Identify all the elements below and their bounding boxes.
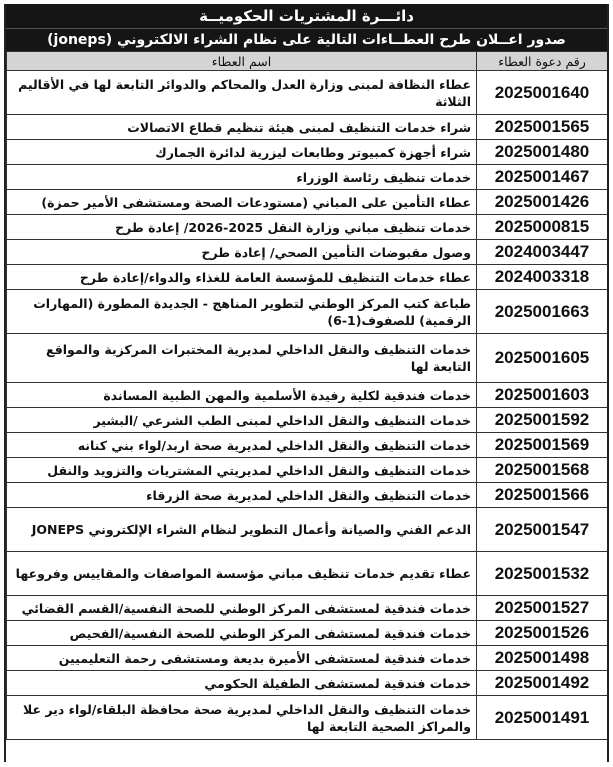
- tender-name: عطاء تقديم خدمات تنظيف مباني مؤسسة المواصفات والمقاييس وفروعها: [7, 552, 477, 596]
- table-row: [7, 671, 608, 696]
- tender-name: شراء أجهزة كمبيوتر وطابعات ليزرية لدائرة الجمارك: [7, 140, 477, 165]
- announcement-title: صدور اعــلان طرح العطــاءات التالية على نظام الشراء الالكتروني (joneps): [6, 28, 607, 51]
- table-row: [7, 621, 608, 646]
- tender-name: خدمات فندقية لمستشفى المركز الوطني للصحة النفسية/الفحيص: [7, 621, 477, 646]
- tender-number: 2025001640: [477, 71, 608, 115]
- tender-name: خدمات فندقية لمستشفى الطفيلة الحكومي: [7, 671, 477, 696]
- table-row: [7, 696, 608, 740]
- tender-number: 2025001526: [477, 621, 608, 646]
- table-row: [7, 408, 608, 433]
- table-row: [7, 334, 608, 383]
- tender-number: 2025001492: [477, 671, 608, 696]
- tender-number: 2025001547: [477, 508, 608, 552]
- table-row: [7, 646, 608, 671]
- tender-number: 2025001569: [477, 433, 608, 458]
- tender-name: خدمات التنظيف والنقل الداخلي لمبنى الطب الشرعي /البشير: [7, 408, 477, 433]
- tender-name: الدعم الفني والصيانة وأعمال التطوير لنظام الشراء الإلكتروني JONEPS: [7, 508, 477, 552]
- table-row: [7, 190, 608, 215]
- tender-number: 2024003318: [477, 265, 608, 290]
- tender-name: خدمات التنظيف والنقل الداخلي لمديرية صحة محافظة البلقاء/لواء دير علا والمراكز الصحية التابعة لها: [7, 696, 477, 740]
- tender-name: طباعة كتب المركز الوطني لتطوير المناهج - الجديدة المطورة (المهارات الرقمية) للصفوف(1-6): [7, 290, 477, 334]
- tender-number: 2025000815: [477, 215, 608, 240]
- page-bottom-edge: [0, 762, 613, 767]
- table-row: [7, 240, 608, 265]
- tender-name: خدمات فندقية لكلية رفيدة الأسلمية والمهن الطبية المساندة: [7, 383, 477, 408]
- tender-number: 2025001566: [477, 483, 608, 508]
- tender-name: خدمات التنظيف والنقل الداخلي لمديريتي المشتريات والتزويد والنقل: [7, 458, 477, 483]
- tender-number: 2025001663: [477, 290, 608, 334]
- department-title: دائـــرة المشتريات الحكوميــة: [6, 4, 607, 28]
- tender-number: 2025001565: [477, 115, 608, 140]
- table-row: [7, 596, 608, 621]
- column-header-number: رقم دعوة العطاء: [477, 52, 608, 71]
- tender-number: 2025001603: [477, 383, 608, 408]
- table-row: [7, 140, 608, 165]
- table-row: [7, 115, 608, 140]
- tender-number: 2025001480: [477, 140, 608, 165]
- tender-name: عطاء خدمات التنظيف للمؤسسة العامة للغذاء والدواء/إعادة طرح: [7, 265, 477, 290]
- tender-number: 2025001568: [477, 458, 608, 483]
- table-row: [7, 458, 608, 483]
- tender-number: 2024003447: [477, 240, 608, 265]
- tender-number: 2025001605: [477, 334, 608, 383]
- tender-number: 2025001467: [477, 165, 608, 190]
- tender-name: خدمات التنظيف والنقل الداخلي لمديرية المختبرات المركزية والمواقع التابعة لها: [7, 334, 477, 383]
- tender-number: 2025001527: [477, 596, 608, 621]
- tender-name: عطاء النظافة لمبنى وزارة العدل والمحاكم والدوائر التابعة لها في الأقاليم الثلاثة: [7, 71, 477, 115]
- table-row: [7, 552, 608, 596]
- tender-name: شراء خدمات التنظيف لمبنى هيئة تنظيم قطاع الاتصالات: [7, 115, 477, 140]
- tender-number: 2025001592: [477, 408, 608, 433]
- tender-name: خدمات التنظيف والنقل الداخلي لمديرية صحة اربد/لواء بني كنانه: [7, 433, 477, 458]
- tender-number: 2025001491: [477, 696, 608, 740]
- tender-name: خدمات فندقية لمستشفى المركز الوطني للصحة النفسية/القسم القضائي: [7, 596, 477, 621]
- tender-name: خدمات تنظيف مباني وزارة النقل 2025-2026/ إعادة طرح: [7, 215, 477, 240]
- table-row: [7, 483, 608, 508]
- tenders-table-body: [7, 71, 608, 740]
- table-row: [7, 508, 608, 552]
- table-row: [7, 290, 608, 334]
- tender-number: 2025001498: [477, 646, 608, 671]
- column-header-name: اسم العطاء: [7, 52, 477, 71]
- table-row: [7, 71, 608, 115]
- tenders-table: [6, 51, 608, 740]
- tender-number: 2025001426: [477, 190, 608, 215]
- tender-announcement-sheet: [4, 4, 609, 766]
- tender-number: 2025001532: [477, 552, 608, 596]
- tender-name: خدمات التنظيف والنقل الداخلي لمديرية صحة الزرقاء: [7, 483, 477, 508]
- tender-name: عطاء التأمين على المباني (مستودعات الصحة ومستشفى الأمير حمزة): [7, 190, 477, 215]
- table-row: [7, 383, 608, 408]
- tender-name: خدمات تنظيف رئاسة الوزراء: [7, 165, 477, 190]
- tender-name: وصول مقبوضات التأمين الصحي/ إعادة طرح: [7, 240, 477, 265]
- tender-name: خدمات فندقية لمستشفى الأميرة بديعة ومستشفى رحمة التعليميين: [7, 646, 477, 671]
- table-row: [7, 165, 608, 190]
- table-header-row: [7, 52, 608, 71]
- table-row: [7, 215, 608, 240]
- table-row: [7, 265, 608, 290]
- table-row: [7, 433, 608, 458]
